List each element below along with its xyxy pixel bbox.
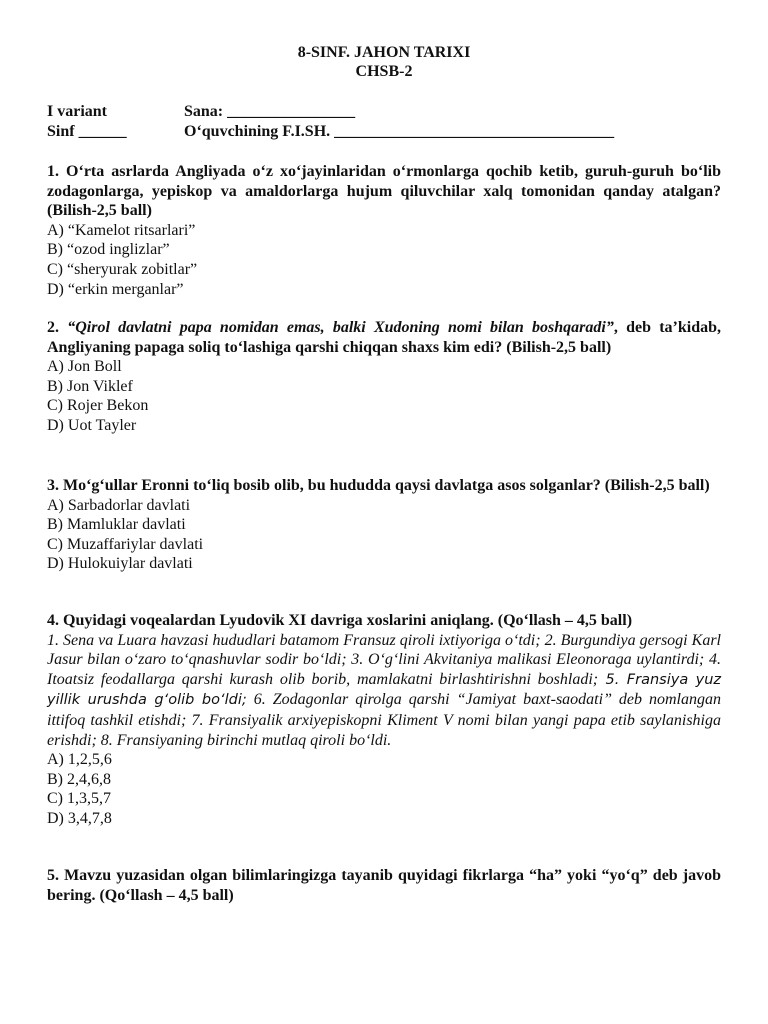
question-5-stem: 5. Mavzu yuzasidan olgan bilimlaringizga tayanib quyidagi fikrlarga “ha” yoki “yo‘q” deb javob bering. (Qo‘llash – 4,5 ball) [47,867,721,904]
date-field: Sana: ________________ [184,103,356,120]
student-name-field: O‘quvchining F.I.SH. ___________________________________ [184,123,615,140]
question-2-option-c: C) Rojer Bekon [47,397,149,415]
question-3-option-b: B) Mamluklar davlati [47,516,186,534]
question-3-option-a: A) Sarbadorlar davlati [47,496,191,514]
question-4-events [47,631,721,751]
question-5 [47,866,721,905]
question-3 [47,476,721,574]
document-subtitle: CHSB-2 [355,63,413,80]
variant-label: I variant [47,103,107,120]
question-4-events-part3: 6. Zodagonlar qirolga qarshi “Jamiyat baxt-saodati” deb nomlangan ittifoq tashkil etishdi; 7. Fransiyalik arxiyepiskopni Kliment V nomi bilan yangi papa etib saylanishiga erishdi; 8. Fransiyaning birinchi mutlaq qiroli bo‘ldi. [47,691,722,749]
question-2-quote: “Qirol davlatni papa nomidan emas, balki Xudoning nomi bilan boshqaradi” [67,319,614,336]
question-2-option-a: A) Jon Boll [47,358,122,376]
question-4-option-c: C) 1,3,5,7 [47,790,111,808]
question-2-stem [47,318,721,357]
question-4-option-d: D) 3,4,7,8 [47,809,112,827]
question-2 [47,318,721,436]
question-1 [47,162,721,299]
question-2-option-d: D) Uot Tayler [47,416,137,434]
question-2-stem-rest: , deb ta’kidab, Angliyaning papaga soliq to‘lashiga qarshi chiqqan shaxs kim edi? (Bilish-2,5 ball) [47,319,721,356]
question-4-option-b: B) 2,4,6,8 [47,770,111,788]
question-2-option-b: B) Jon Viklef [47,377,133,395]
question-1-option-b: B) “ozod inglizlar” [47,241,170,259]
question-2-number: 2. [47,319,68,336]
document-title: 8-SINF. JAHON TARIXI [297,44,471,61]
class-field: Sinf ______ [47,123,127,140]
question-4-stem: 4. Quyidagi voqealardan Lyudovik XI davriga xoslarini aniqlang. (Qo‘llash – 4,5 ball) [47,612,633,629]
question-1-option-d: D) “erkin merganlar” [47,280,184,298]
question-1-stem: 1. O‘rta asrlarda Angliyada o‘z xo‘jayinlaridan o‘rmonlarga qochib ketib, guruh-guruh bo‘lib zodagonlarga, yepiskop va amaldorlarga hujum qiluvchilar xalq tomonidan qanday atalgan? (Bilish-2,5 ball) [47,163,721,220]
question-3-stem: 3. Mo‘g‘ullar Eronni to‘liq bosib olib, bu hududda qaysi davlatga asos solganlar? (Bilish-2,5 ball) [47,477,710,494]
question-1-option-c: C) “sheryurak zobitlar” [47,260,198,278]
question-4-events-part2: 5. Fransiya yuz yillik urushda g‘olib bo‘ldi; [47,671,721,709]
question-1-option-a: A) “Kamelot ritsarlari” [47,221,196,239]
question-3-option-c: C) Muzaffariylar davlati [47,535,204,553]
question-4-events-part1: 1. Sena va Luara havzasi hududlari batamom Fransuz qiroli ixtiyoriga o‘tdi; 2. Burgundiya gersogi Karl Jasur bilan o‘zaro to‘qnashuvlar sodir bo‘ldi; 3. O‘g‘lini Akvitaniya malikasi Eleonoraga uylantirdi; 4. Itoatsiz feodallarga qarshi kurash olib borib, mamlakatni birlashtirishni boshladi; [47,631,721,688]
question-4-option-a: A) 1,2,5,6 [47,751,112,769]
question-4 [47,611,721,829]
question-3-option-d: D) Hulokuiylar davlati [47,555,193,573]
